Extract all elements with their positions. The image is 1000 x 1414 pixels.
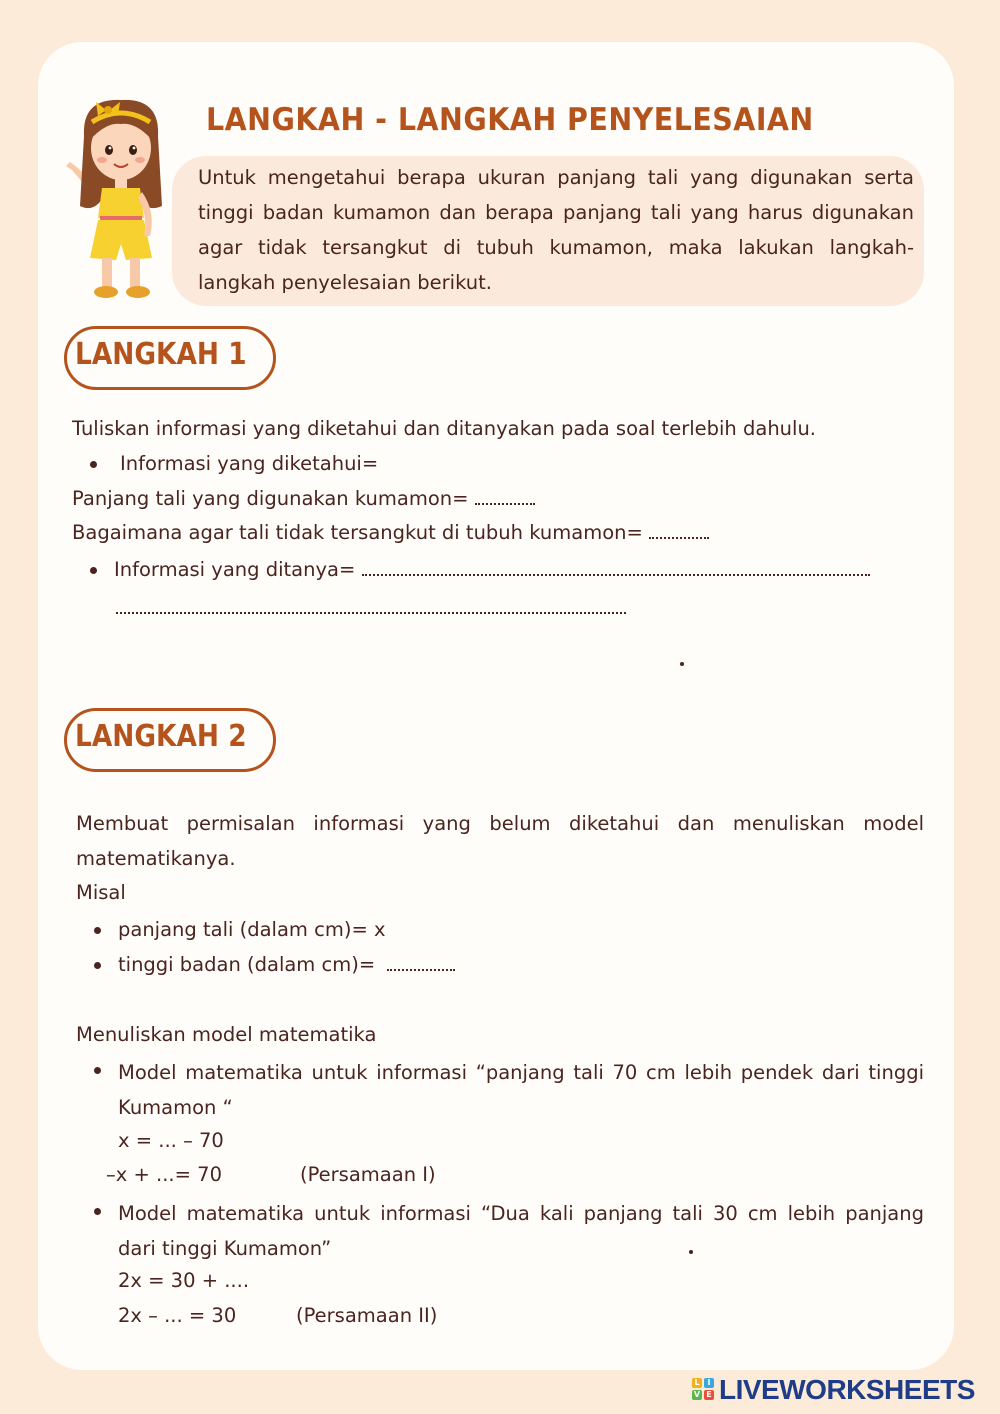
known-line-2-text: Bagaimana agar tali tidak tersangkut di tubuh kumamon=	[72, 521, 643, 544]
model-1-text: Model matematika untuk informasi “panjang tali 70 cm lebih pendek dari tinggi Kumamon “	[118, 1061, 924, 1119]
model-2-note: (Persamaan II)	[296, 1304, 438, 1327]
bullet-icon	[94, 962, 101, 969]
liveworksheets-logo-icon	[692, 1378, 716, 1402]
step1-badge	[64, 326, 276, 390]
bullet-icon	[90, 567, 97, 574]
logo-letter: V	[693, 1390, 701, 1399]
misal-label: Misal	[76, 881, 126, 904]
answer-blank[interactable]	[475, 503, 535, 505]
bullet-icon	[94, 1067, 101, 1074]
step1-instruction: Tuliskan informasi yang diketahui dan ditanyakan pada soal terlebih dahulu.	[72, 417, 817, 440]
variable-1: panjang tali (dalam cm)= x	[118, 918, 386, 941]
brand-name: LIVEWORKSHEETS	[719, 1374, 975, 1405]
variable-2-line	[118, 950, 455, 980]
answer-blank[interactable]	[362, 574, 870, 576]
model-2-equation-2: 2x – ... = 30	[118, 1304, 237, 1327]
period-mark	[689, 1250, 693, 1254]
model-1-note: (Persamaan I)	[300, 1163, 436, 1186]
girl-illustration	[62, 96, 180, 308]
answer-blank[interactable]	[649, 537, 709, 539]
known-line-1	[72, 484, 535, 514]
model-2-equation-1: 2x = 30 + ....	[118, 1269, 250, 1292]
known-line-2	[72, 518, 709, 548]
intro-text: Untuk mengetahui berapa ukuran panjang tali yang digunakan serta tinggi badan kumamon dan berapa panjang tali yang harus digunakan agar tidak tersangkut di tubuh kumamon, maka lakukan langkah-langkah penyelesaian berikut.	[198, 166, 914, 294]
bullet-icon	[94, 1208, 101, 1215]
model-heading: Menuliskan model matematika	[76, 1023, 377, 1046]
period-mark	[680, 662, 684, 666]
logo-letter: I	[704, 1378, 714, 1388]
known-line-1-text: Panjang tali yang digunakan kumamon=	[72, 487, 469, 510]
step2-label: LANGKAH 2	[75, 719, 247, 754]
model-2-text: Model matematika untuk informasi “Dua kali panjang tali 30 cm lebih panjang dari tinggi Kumamon”	[118, 1202, 924, 1260]
footer-brand[interactable]	[692, 1374, 975, 1406]
known-label: Informasi yang diketahui=	[120, 452, 379, 475]
logo-letter: E	[704, 1390, 714, 1400]
answer-blank-continued[interactable]	[116, 612, 626, 614]
logo-letter: L	[692, 1378, 702, 1388]
bullet-icon	[90, 461, 97, 468]
step2-instruction: Membuat permisalan informasi yang belum diketahui dan menuliskan model matematikanya.	[76, 812, 924, 870]
model-1-equation-2: –x + ...= 70	[106, 1163, 222, 1186]
asked-label: Informasi yang ditanya=	[114, 558, 356, 581]
model-1-equation-1: x = ... – 70	[118, 1129, 224, 1152]
page-title: LANGKAH - LANGKAH PENYELESAIAN	[206, 102, 814, 138]
answer-blank[interactable]	[387, 969, 455, 971]
variable-2: tinggi badan (dalam cm)=	[118, 953, 376, 976]
asked-line	[114, 555, 870, 585]
bullet-icon	[94, 927, 101, 934]
step2-badge	[64, 708, 276, 772]
step1-label: LANGKAH 1	[75, 337, 247, 372]
